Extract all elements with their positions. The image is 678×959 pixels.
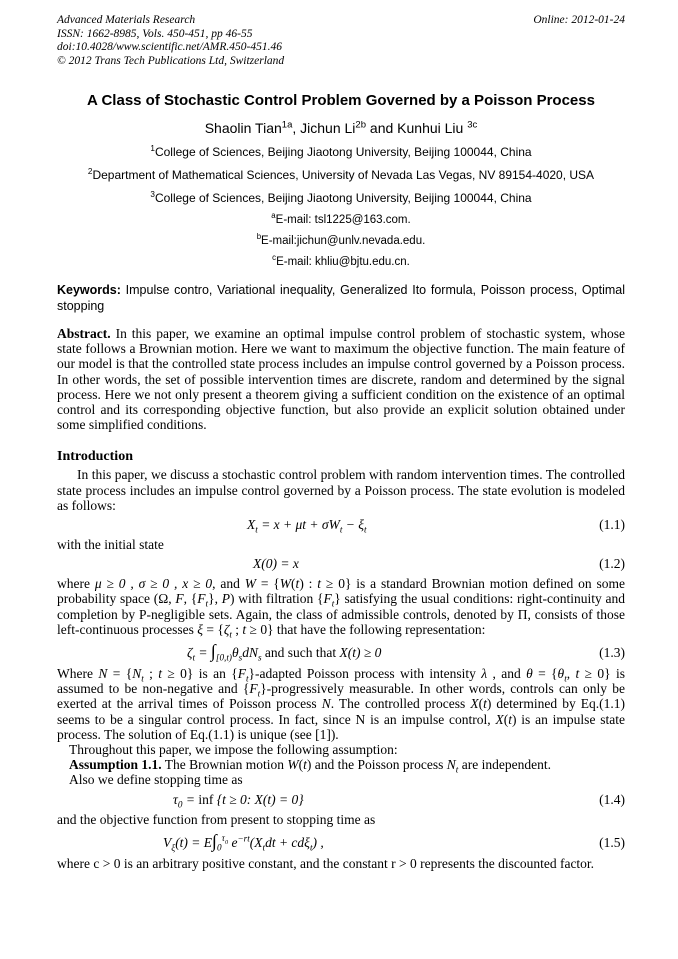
equation-1-2: X(0) = x bbox=[253, 556, 299, 572]
keywords-block bbox=[57, 283, 625, 314]
stopping-time-line: Also we define stopping time as bbox=[69, 772, 243, 788]
intro-paragraph-1: In this paper, we discuss a stochastic control problem with random intervention times. The controlled state process includes an impulse control governed by a Poisson process. The state evolution is modeled as follows: bbox=[57, 467, 625, 513]
intro-paragraph-4: Throughout this paper, we impose the following assumption: bbox=[69, 742, 398, 758]
equation-1-4: $\tau_0$ = inf {t ≥ 0: X(t) = 0} bbox=[173, 791, 304, 810]
affiliation-3: $^3$College of Sciences, Beijing Jiaotong University, Beijing 100044, China bbox=[150, 190, 532, 205]
equation-1-1: $X_t = x + \mu t + \sigma W_t - \xi_t$ bbox=[247, 517, 367, 535]
journal-copyright-line: © 2012 Trans Tech Publications Ltd, Switzerland bbox=[57, 54, 285, 67]
final-line: where c > 0 is an arbitrary positive constant, and the constant r > 0 represents the discounted factor. bbox=[57, 855, 595, 871]
equation-number-1-1: (1.1) bbox=[599, 517, 625, 533]
journal-name: Advanced Materials Research bbox=[57, 14, 196, 26]
equation-number-1-3: (1.3) bbox=[599, 645, 625, 661]
journal-header bbox=[57, 14, 625, 68]
equation-number-1-4: (1.4) bbox=[599, 791, 625, 807]
equation-row-1-1 bbox=[57, 517, 625, 533]
equation-row-1-3 bbox=[57, 641, 625, 662]
online-date: Online: 2012-01-24 bbox=[533, 14, 625, 26]
equation-1-3: $\zeta_t = \int_{[0,t)}\theta_sdN_s$ and such that X(t) ≥ 0 bbox=[187, 641, 382, 663]
intro-paragraph-2: where μ ≥ 0 , σ ≥ 0 , x ≥ 0, and W = {W(t) : t ≥ 0} is a standard Brownian motion defined on some probability space (Ω, F, $\{F_t\}$, P) with filtration $\{F_t\}$ satisfying the usual conditions: right-continuity and completion by P-negligible sets. Again, the class of admissible controls, denoted by Π, consists of those left-continuous processes $\xi = \{\zeta_t$ ; t ≥ 0} that have the following representation: bbox=[57, 576, 626, 640]
equation-row-1-4 bbox=[57, 792, 625, 808]
paper-title: A Class of Stochastic Control Problem Governed by a Poisson Process bbox=[87, 92, 595, 109]
assumption-label: Assumption 1.1. bbox=[69, 757, 162, 773]
equation-number-1-5: (1.5) bbox=[599, 834, 625, 850]
initial-state-line: with the initial state bbox=[57, 537, 164, 553]
email-c: $^c$E-mail: khliu@bjtu.edu.cn. bbox=[272, 253, 410, 268]
journal-info-block bbox=[57, 14, 284, 68]
assumption-1-1 bbox=[57, 757, 625, 775]
keywords-label: Keywords: bbox=[57, 283, 121, 297]
affiliation-1: $^1$College of Sciences, Beijing Jiaotong University, Beijing 100044, China bbox=[150, 144, 532, 159]
equation-1-5: $V_\xi(t) = E\int_0^{\tau_0}$ $e^{-rt}(X_tdt + cd\xi_t)$ , bbox=[163, 830, 324, 853]
authors-line: Shaolin Tian$^{1a}$, Jichun $Li^{2b}$ and Kunhui Liu $^{3c}$ bbox=[204, 119, 478, 136]
section-heading-introduction: Introduction bbox=[57, 449, 133, 465]
equation-row-1-5 bbox=[57, 831, 625, 852]
objective-function-line: and the objective function from present to stopping time as bbox=[57, 811, 376, 827]
keywords-text: Impulse contro, Variational inequality, Generalized Ito formula, Poisson process, Optimal stopping bbox=[57, 283, 625, 313]
abstract-text: In this paper, we examine an optimal impulse control problem of stochastic system, whose state follows a Brownian motion. Here we want to maximum the objective function. The main feature of our model is that the controlled state process includes an impulse control governed by a Poisson process. In other words, the set of possible intervention times are discrete, random and determined by the signal process. Here we not only present a theorem giving a sufficient condition on the existence of an optimal control and its corresponding objective function, but also provide an explicit solution obtained under some simplified conditions. bbox=[57, 326, 625, 433]
journal-issn-line: ISSN: 1662-8985, Vols. 450-451, pp 46-55 bbox=[57, 27, 253, 40]
email-b: $^b$E-mail:jichun@unlv.nevada.edu. bbox=[256, 232, 426, 247]
equation-row-1-2 bbox=[57, 556, 625, 572]
email-a: $^a$E-mail: tsl1225@163.com. bbox=[271, 211, 411, 226]
equation-number-1-2: (1.2) bbox=[599, 556, 625, 572]
abstract-block bbox=[57, 326, 625, 432]
assumption-text: The Brownian motion W(t) and the Poisson process $N_t$ are independent. bbox=[164, 757, 551, 775]
abstract-label: Abstract. bbox=[57, 326, 111, 341]
intro-paragraph-3: Where $N = \{N_t$ ; t ≥ 0} is an $\{F_t\}$-adapted Poisson process with intensity λ , and $\theta = \{\theta_t$, t ≥ 0} is assumed to be non-negative and $\{F_t\}$-progressively measurable. In other words, controls can only be exerted at the arrival times of Poisson process N. The controlled process X(t) determined by Eq.(1.1) seems to be a singular control process. In fact, since N is an impulse control, X(t) is an impulse state process. The solution of Eq.(1.1) is unique (see [1]). bbox=[57, 666, 625, 742]
affiliation-2: $^2$Department of Mathematical Sciences, University of Nevada Las Vegas, NV 89154-4020, USA bbox=[87, 167, 595, 182]
journal-doi-line: doi:10.4028/www.scientific.net/AMR.450-451.46 bbox=[57, 41, 282, 53]
